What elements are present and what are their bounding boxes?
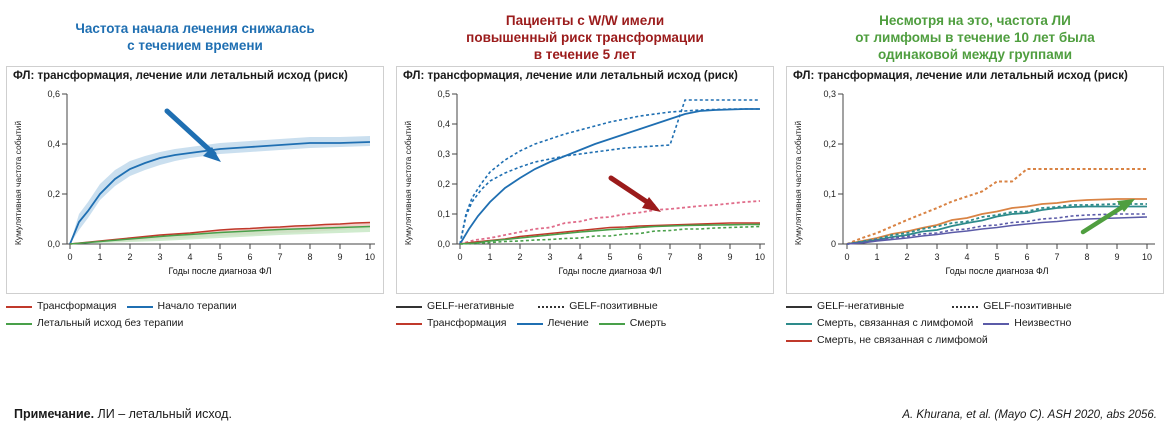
panel-2-plot [397, 84, 773, 282]
legend-label: Трансформация [37, 300, 117, 312]
panel-2-title [396, 8, 774, 66]
legend-key-line-icon [599, 323, 625, 325]
svg-text:0,5: 0,5 [437, 89, 450, 99]
panel-3-title-line-2: от лимфомы в течение 10 лет была [855, 29, 1095, 45]
legend-item-death-no-therapy [6, 316, 183, 331]
svg-text:0,6: 0,6 [47, 89, 60, 99]
panel-1-chartbox [6, 66, 384, 294]
legend-item-gelf-positive [538, 299, 657, 314]
legend-label: Летальный исход без терапии [37, 317, 184, 329]
panel-1-legend [6, 299, 384, 331]
svg-text:0,4: 0,4 [47, 139, 60, 149]
svg-text:1: 1 [874, 252, 880, 262]
svg-text:0,2: 0,2 [47, 189, 60, 199]
svg-text:10: 10 [754, 252, 766, 262]
panel-3-ylabel: Кумулятивная частота событий [793, 120, 803, 246]
panel-1-title [6, 8, 384, 66]
svg-text:7: 7 [277, 252, 283, 262]
legend-key-line-icon [786, 306, 812, 308]
svg-text:Годы после диагноза ФЛ: Годы после диагноза ФЛ [945, 266, 1049, 276]
svg-text:0,1: 0,1 [437, 209, 450, 219]
svg-text:9: 9 [1114, 252, 1120, 262]
svg-text:2: 2 [904, 252, 910, 262]
svg-text:6: 6 [247, 252, 253, 262]
legend-key-line-icon [786, 340, 812, 342]
svg-text:Годы после диагноза ФЛ: Годы после диагноза ФЛ [168, 266, 272, 276]
svg-text:0,0: 0,0 [437, 239, 450, 249]
panel-1-ylabel: Кумулятивная частота событий [13, 120, 23, 246]
legend-item-gelf-negative [786, 299, 904, 314]
svg-text:3: 3 [547, 252, 553, 262]
panel-3-svg [787, 84, 1163, 280]
svg-text:4: 4 [577, 252, 583, 262]
panel-2-title-line-3: в течение 5 лет [533, 46, 637, 62]
svg-text:0: 0 [67, 252, 73, 262]
legend-item-nonlymphoma-death [786, 333, 988, 348]
svg-text:10: 10 [364, 252, 376, 262]
panel-2-legend [396, 299, 774, 331]
panel-3-title-line-1: Несмотря на это, частота ЛИ [879, 12, 1071, 28]
legend-item-gelf-positive [952, 299, 1071, 314]
svg-text:7: 7 [1054, 252, 1060, 262]
svg-text:0,3: 0,3 [823, 89, 836, 99]
footer-source: A. Khurana, et al. (Mayo C). ASH 2020, abs 2056. [902, 409, 1157, 421]
legend-item-transformation [6, 299, 117, 314]
svg-text:6: 6 [637, 252, 643, 262]
panel-3 [780, 8, 1170, 350]
legend-label: Неизвестно [1014, 317, 1072, 329]
legend-label: GELF-негативные [817, 300, 905, 312]
legend-item-gelf-negative [396, 299, 514, 314]
legend-label: Смерть [629, 317, 667, 329]
footer-note-text: ЛИ – летальный исход. [94, 407, 232, 421]
legend-item-treatment [517, 316, 589, 331]
legend-key-line-icon [396, 323, 422, 325]
panel-3-chartbox [786, 66, 1164, 294]
panel-2-chart-title: ФЛ: трансформация, лечение или летальный исход (риск) [403, 70, 738, 82]
svg-text:0,2: 0,2 [437, 179, 450, 189]
legend-label: Смерть, не связанная с лимфомой [817, 334, 988, 346]
svg-text:2: 2 [127, 252, 133, 262]
panel-3-chart-title: ФЛ: трансформация, лечение или летальный исход (риск) [793, 70, 1128, 82]
svg-text:8: 8 [1084, 252, 1090, 262]
svg-text:5: 5 [217, 252, 223, 262]
panel-2-chartbox [396, 66, 774, 294]
legend-label: GELF-негативные [427, 300, 515, 312]
legend-label: GELF-позитивные [983, 300, 1072, 312]
legend-label: Начало терапии [157, 300, 237, 312]
legend-key-line-icon [6, 323, 32, 325]
svg-text:0: 0 [830, 239, 836, 249]
svg-text:0,2: 0,2 [823, 139, 836, 149]
svg-text:0: 0 [457, 252, 463, 262]
panel-2-svg [397, 84, 773, 280]
panel-2-title-line-2: повышенный риск трансформации [466, 29, 704, 45]
legend-key-line-icon [127, 306, 153, 308]
svg-text:9: 9 [727, 252, 733, 262]
svg-text:0,3: 0,3 [437, 149, 450, 159]
svg-text:1: 1 [487, 252, 493, 262]
panel-3-title [786, 8, 1164, 66]
svg-text:8: 8 [307, 252, 313, 262]
panel-2-title-line-1: Пациенты с W/W имели [505, 12, 665, 28]
svg-text:6: 6 [1024, 252, 1030, 262]
svg-text:9: 9 [337, 252, 343, 262]
legend-item-lymphoma-death [786, 316, 973, 331]
svg-text:2: 2 [517, 252, 523, 262]
legend-item-transformation [396, 316, 507, 331]
panel-1-plot [7, 84, 383, 282]
panel-1 [0, 8, 390, 350]
legend-item-therapy-start [127, 299, 237, 314]
svg-text:0: 0 [844, 252, 850, 262]
legend-key-line-icon [786, 323, 812, 325]
panel-3-plot [787, 84, 1163, 282]
panel-1-band-death [70, 227, 370, 245]
legend-label: Трансформация [427, 317, 507, 329]
panel-1-svg [7, 84, 383, 280]
svg-text:0,0: 0,0 [47, 239, 60, 249]
svg-text:3: 3 [934, 252, 940, 262]
panel-2 [390, 8, 780, 350]
panel-1-chart-title: ФЛ: трансформация, лечение или летальный исход (риск) [13, 70, 348, 82]
panel-3-title-line-3: одинаковой между группами [877, 46, 1073, 62]
footer [0, 407, 1171, 421]
panel-1-title-line-1: Частота начала лечения снижалась [75, 21, 315, 36]
panel-2-ylabel: Кумулятивная частота событий [403, 120, 413, 246]
legend-key-dashed-icon [538, 306, 564, 308]
legend-item-death [599, 316, 667, 331]
svg-text:1: 1 [97, 252, 103, 262]
svg-text:10: 10 [1141, 252, 1153, 262]
legend-key-line-icon [396, 306, 422, 308]
svg-text:7: 7 [667, 252, 673, 262]
legend-label: GELF-позитивные [569, 300, 658, 312]
svg-text:8: 8 [697, 252, 703, 262]
svg-text:Годы после диагноза ФЛ: Годы после диагноза ФЛ [558, 266, 662, 276]
svg-text:0,1: 0,1 [823, 189, 836, 199]
footer-note [14, 407, 232, 421]
svg-text:4: 4 [187, 252, 193, 262]
panel-3-legend [786, 299, 1164, 348]
legend-label: Смерть, связанная с лимфомой [817, 317, 974, 329]
svg-text:5: 5 [994, 252, 1000, 262]
legend-label: Лечение [547, 317, 589, 329]
svg-text:0,4: 0,4 [437, 119, 450, 129]
legend-item-unknown [983, 316, 1071, 331]
panel-1-title-line-2: с течением времени [127, 38, 263, 53]
panel-2-line-transformation-gelf-pos [460, 201, 760, 244]
legend-key-line-icon [517, 323, 543, 325]
legend-key-dashed-icon [952, 306, 978, 308]
legend-key-line-icon [6, 306, 32, 308]
svg-text:4: 4 [964, 252, 970, 262]
legend-key-line-icon [983, 323, 1009, 325]
svg-text:3: 3 [157, 252, 163, 262]
footer-note-label: Примечание. [14, 407, 95, 421]
panel-2-annotation-arrow [611, 178, 661, 212]
svg-text:5: 5 [607, 252, 613, 262]
